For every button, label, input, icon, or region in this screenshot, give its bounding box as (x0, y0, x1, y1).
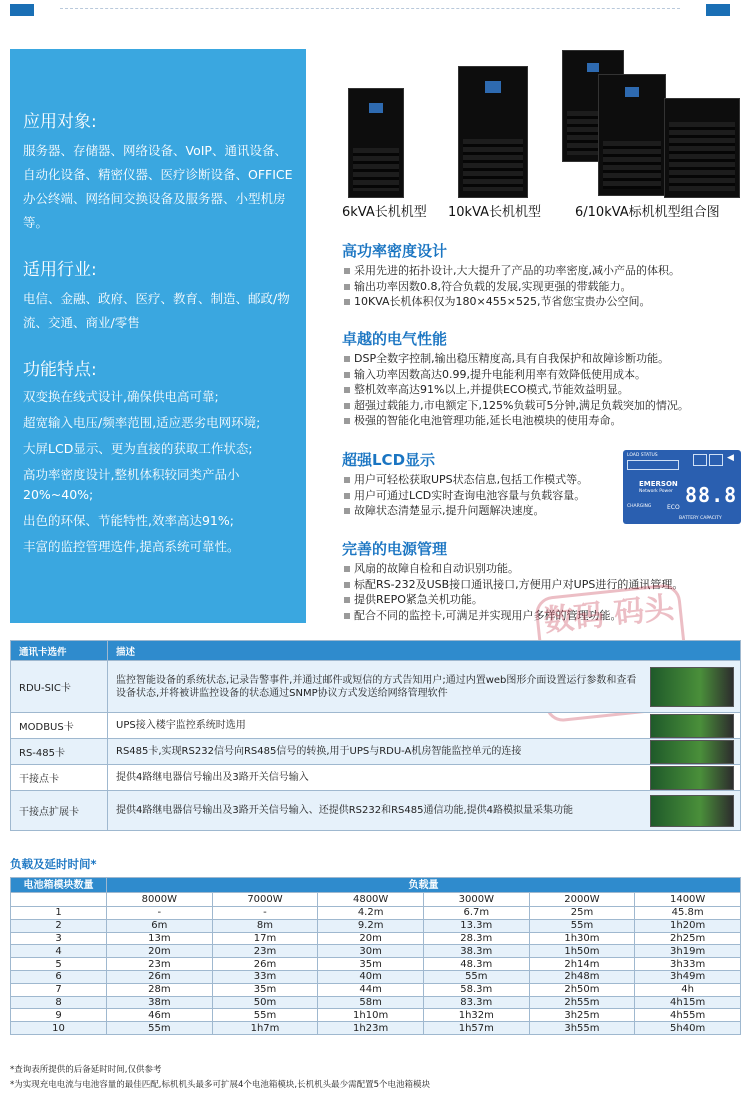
bullet-item: 极强的智能化电池管理功能,延长电池模块的使用寿命。 (342, 413, 742, 429)
delay-time-cell: 35m (212, 983, 318, 996)
feature-item: 大屏LCD显示、更为直接的获取工作状态; (23, 441, 253, 456)
load-value-header: 2000W (529, 893, 635, 907)
ups-6kva-image (348, 88, 404, 198)
card-image (650, 714, 734, 738)
lcd-load-bar (627, 460, 679, 470)
section-electrical (342, 329, 742, 429)
card-desc: RS485卡,实现RS232信号向RS485信号的转换,用于UPS与RDU-A机房智能监控单元的连接 (116, 746, 522, 757)
delay-time-cell: 2h48m (529, 970, 635, 983)
ups-combo-image-mid (598, 74, 666, 196)
delay-time-cell: 58m (318, 996, 424, 1009)
battery-count-cell: 2 (11, 919, 107, 932)
industry-title: 适用行业: (23, 260, 97, 280)
lcd-battery-label: BATTERY CAPACITY (679, 516, 722, 521)
load-value-header: 3000W (423, 893, 529, 907)
section-power-density (342, 241, 742, 310)
load-value-header: 7000W (212, 893, 318, 907)
battery-count-cell: 7 (11, 983, 107, 996)
load-value-header: 4800W (318, 893, 424, 907)
delay-time-cell: 46m (107, 1009, 213, 1022)
feature-item: 出色的环保、节能特性,效率高达91%; (23, 513, 234, 528)
delay-time-cell: - (212, 907, 318, 920)
table-row (11, 791, 741, 831)
product-caption-combo: 6/10kVA标机机型组合图 (575, 205, 720, 220)
bullet-item: 风扇的故障自检和自动识别功能。 (342, 561, 742, 577)
delay-time-cell: 45.8m (635, 907, 741, 920)
card-name: 干接点卡 (11, 765, 108, 791)
delay-time-cell: 5h40m (635, 1022, 741, 1035)
application-title: 应用对象: (23, 112, 97, 132)
table-row (11, 739, 741, 765)
feature-item: 丰富的监控管理选件,提高系统可靠性。 (23, 539, 240, 554)
section-title: 卓越的电气性能 (342, 330, 448, 348)
delay-time-cell: 1h10m (318, 1009, 424, 1022)
delay-time-cell: 13.3m (423, 919, 529, 932)
lcd-icon-box (709, 454, 723, 466)
feature-item: 超宽输入电压/频率范围,适应恶劣电网环境; (23, 415, 261, 430)
delay-time-cell: 3h19m (635, 945, 741, 958)
delay-time-cell: 4.2m (318, 907, 424, 920)
feature-item: 双变换在线式设计,确保供电高可靠; (23, 389, 219, 404)
top-bar-right-block (706, 4, 730, 16)
battery-count-cell: 9 (11, 1009, 107, 1022)
battery-count-cell: 5 (11, 958, 107, 971)
delay-time-cell: 28.3m (423, 932, 529, 945)
delay-time-cell: 38m (107, 996, 213, 1009)
section-lcd (342, 450, 617, 519)
battery-count-cell: 3 (11, 932, 107, 945)
card-header-name: 通讯卡选件 (11, 641, 108, 661)
delay-time-cell: 9.2m (318, 919, 424, 932)
delay-time-cell: 6m (107, 919, 213, 932)
delay-time-cell: 33m (212, 970, 318, 983)
delay-time-cell: 55m (212, 1009, 318, 1022)
delay-time-cell: 20m (107, 945, 213, 958)
delay-time-cell: 55m (423, 970, 529, 983)
delay-time-cell: - (107, 907, 213, 920)
delay-time-cell: 55m (529, 919, 635, 932)
section-title: 高功率密度设计 (342, 242, 448, 260)
delay-time-cell: 23m (107, 958, 213, 971)
load-value-header: 1400W (635, 893, 741, 907)
card-desc: 提供4路继电器信号输出及3路开关信号输入、还提供RS232和RS485通信功能,提供4路模拟量采集功能 (116, 805, 574, 816)
note-1: *查询表所提供的后备延时时间,仅供参考 (10, 1065, 162, 1075)
card-name: MODBUS卡 (11, 713, 108, 739)
battery-count-cell: 6 (11, 970, 107, 983)
watermark-stamp: 数码 码头 (534, 583, 692, 724)
delay-time-cell: 1h7m (212, 1022, 318, 1035)
lcd-charging-label: CHARGING (627, 504, 652, 509)
card-desc: UPS接入楼宇监控系统时选用 (116, 720, 246, 731)
top-bar-dotted-line (60, 8, 680, 11)
delay-time-cell: 83.3m (423, 996, 529, 1009)
delay-table-body (11, 893, 741, 1035)
industry-section (23, 259, 296, 335)
bullet-item: 提供REPO紧急关机功能。 (342, 592, 742, 608)
delay-time-cell: 58.3m (423, 983, 529, 996)
application-text: 服务器、存储器、网络设备、VoIP、通讯设备、自动化设备、精密仪器、医疗诊断设备、OFFICE 办公终端、网络间交换设备及服务器、小型机房等。 (23, 143, 293, 230)
delay-time-cell: 4h15m (635, 996, 741, 1009)
delay-time-cell: 1h50m (529, 945, 635, 958)
lcd-eco-label: ECO (667, 504, 680, 511)
bullet-item: 用户可轻松获取UPS状态信息,包括工作模式等。 (342, 472, 617, 488)
delay-time-cell: 38.3m (423, 945, 529, 958)
features-title: 功能特点: (23, 360, 97, 380)
bullet-item: 采用先进的拓扑设计,大大提升了产品的功率密度,减小产品的体积。 (342, 263, 742, 279)
feature-item: 高功率密度设计,整机体积较同类产品小20%~40%; (23, 467, 240, 502)
card-image (650, 740, 734, 764)
blank-cell (11, 893, 107, 907)
card-name: RS-485卡 (11, 739, 108, 765)
table-row (11, 970, 741, 983)
delay-time-cell: 4h (635, 983, 741, 996)
delay-time-cell: 44m (318, 983, 424, 996)
delay-time-cell: 3h49m (635, 970, 741, 983)
delay-time-cell: 26m (107, 970, 213, 983)
left-info-panel (10, 49, 306, 623)
delay-time-cell: 28m (107, 983, 213, 996)
lcd-icon-box (693, 454, 707, 466)
bullet-item: 输入功率因数高达0.99,提升电能利用率有效降低使用成本。 (342, 367, 742, 383)
delay-time-cell: 50m (212, 996, 318, 1009)
bullet-item: 用户可通过LCD实时查询电池容量与负载容量。 (342, 488, 617, 504)
table-row (11, 661, 741, 713)
delay-time-cell: 1h32m (423, 1009, 529, 1022)
ups-10kva-image (458, 66, 528, 198)
delay-time-cell: 8m (212, 919, 318, 932)
delay-time-cell: 4h55m (635, 1009, 741, 1022)
load-value-header: 8000W (107, 893, 213, 907)
delay-time-cell: 2h25m (635, 932, 741, 945)
delay-time-cell: 17m (212, 932, 318, 945)
delay-time-cell: 13m (107, 932, 213, 945)
delay-time-cell: 48.3m (423, 958, 529, 971)
bullet-item: 标配RS-232及USB接口通讯接口,方便用户对UPS进行的通讯管理。 (342, 577, 742, 593)
bullet-item: 10KVA长机体积仅为180×455×525,节省您宝贵办公空间。 (342, 294, 742, 310)
note-2: *为实现充电电流与电池容量的最佳匹配,标机机头最多可扩展4个电池箱模块,长机机头最少需配置5个电池箱模块 (10, 1080, 430, 1090)
top-bar-left-block (10, 4, 34, 16)
delay-time-cell: 1h23m (318, 1022, 424, 1035)
delay-time-cell: 2h55m (529, 996, 635, 1009)
delay-time-cell: 6.7m (423, 907, 529, 920)
delay-time-cell: 3h55m (529, 1022, 635, 1035)
table-row (11, 958, 741, 971)
card-image (650, 766, 734, 790)
delay-time-cell: 40m (318, 970, 424, 983)
table-row (11, 945, 741, 958)
table-row (11, 1022, 741, 1035)
lcd-display-image (623, 450, 741, 524)
load-header: 负载量 (107, 878, 741, 893)
card-name: 干接点扩展卡 (11, 791, 108, 831)
ups-combo-image-front (664, 98, 740, 198)
top-bar (0, 0, 750, 22)
lcd-speaker-icon: ◀ (727, 453, 734, 463)
delay-time-cell: 1h30m (529, 932, 635, 945)
delay-time-cell: 35m (318, 958, 424, 971)
bullet-item: 输出功率因数0.8,符合负载的发展,实现更强的带载能力。 (342, 279, 742, 295)
delay-time-cell: 2h50m (529, 983, 635, 996)
delay-table-title: 负载及延时时间* (10, 857, 97, 871)
battery-count-header: 电池箱模块数量 (11, 878, 107, 893)
product-caption-6kva: 6kVA长机机型 (342, 205, 427, 220)
delay-time-cell: 55m (107, 1022, 213, 1035)
delay-time-cell: 26m (212, 958, 318, 971)
load-subheader-row (11, 893, 741, 907)
lcd-brand: EMERSON (639, 480, 678, 488)
delay-table (10, 877, 741, 1035)
delay-time-cell: 23m (212, 945, 318, 958)
bullet-item: 超强过载能力,市电额定下,125%负载可5分钟,满足负载突加的情况。 (342, 398, 742, 414)
lcd-brand-sub: Network Power (639, 489, 673, 494)
battery-count-cell: 1 (11, 907, 107, 920)
delay-time-cell: 25m (529, 907, 635, 920)
table-row (11, 713, 741, 739)
delay-time-cell: 20m (318, 932, 424, 945)
section-title: 完善的电源管理 (342, 540, 448, 558)
table-row (11, 907, 741, 920)
card-image (650, 795, 734, 827)
lcd-status-label: LOAD STATUS (627, 453, 658, 458)
product-caption-10kva: 10kVA长机机型 (448, 205, 542, 220)
battery-count-cell: 4 (11, 945, 107, 958)
lcd-digits: 88.8 (685, 483, 738, 507)
card-desc: 监控智能设备的系统状态,记录告警事件,并通过邮件或短信的方式告知用户;通过内置web图形介面设置运行参数和查看设备状态,并将被讲监控设备的状态通过SNMP协议方式发送给网络管理软件 (116, 674, 637, 699)
delay-time-cell: 30m (318, 945, 424, 958)
delay-time-cell: 3h33m (635, 958, 741, 971)
table-row (11, 983, 741, 996)
card-desc: 提供4路继电器信号输出及3路开关信号输入 (116, 772, 309, 783)
bullet-item: DSP全数字控制,输出稳压精度高,具有自我保护和故障诊断功能。 (342, 351, 742, 367)
bullet-item: 故障状态清楚显示,提升问题解决速度。 (342, 503, 617, 519)
card-options-table (10, 640, 741, 831)
card-image (650, 667, 734, 707)
delay-time-cell: 1h20m (635, 919, 741, 932)
section-title: 超强LCD显示 (342, 451, 436, 469)
table-row (11, 765, 741, 791)
table-row (11, 932, 741, 945)
table-row (11, 1009, 741, 1022)
battery-count-cell: 8 (11, 996, 107, 1009)
table-row (11, 996, 741, 1009)
table-row (11, 919, 741, 932)
card-header-desc: 描述 (108, 641, 741, 661)
industry-text: 电信、金融、政府、医疗、教育、制造、邮政/物流、交通、商业/零售 (23, 291, 290, 330)
delay-time-cell: 3h25m (529, 1009, 635, 1022)
delay-time-cell: 1h57m (423, 1022, 529, 1035)
features-section (23, 359, 296, 563)
application-section (23, 111, 296, 235)
battery-count-cell: 10 (11, 1022, 107, 1035)
bullet-item: 整机效率高达91%以上,并提供ECO模式,节能效益明显。 (342, 382, 742, 398)
bullet-item: 配合不同的监控卡,可满足并实现用户多样的管理功能。 (342, 608, 742, 624)
delay-time-cell: 2h14m (529, 958, 635, 971)
card-name: RDU-SIC卡 (11, 661, 108, 713)
